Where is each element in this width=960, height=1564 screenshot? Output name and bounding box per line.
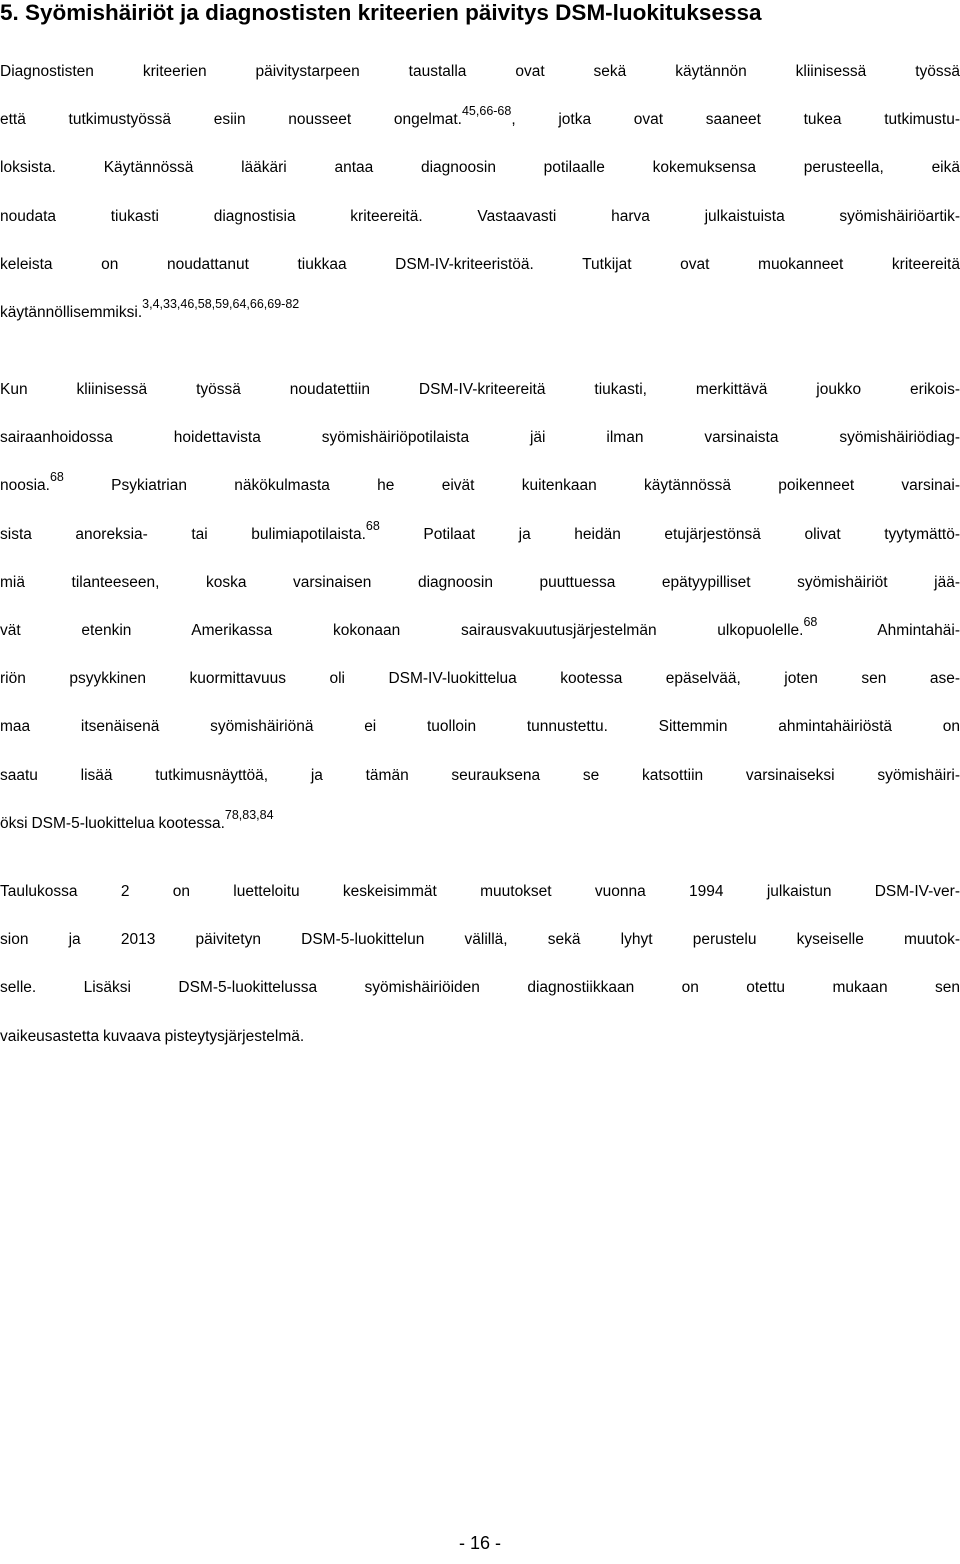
citation-superscript: 68	[49, 470, 64, 485]
citation-superscript: 68	[803, 614, 818, 629]
paragraph-line	[0, 800, 960, 848]
citation-superscript: 68	[365, 518, 380, 533]
paragraph-line: Diagnostisten kriteerien päivitystarpeen taustalla ovat sekä käytännön kliinisessä työssä	[0, 63, 960, 80]
paragraph-line: keleista on noudattanut tiukkaa DSM-IV-kriteeristöä. Tutkijat ovat muokanneet kriteereitä	[0, 255, 960, 273]
paragraph-line: vaikeusastetta kuvaava pisteytysjärjestelmä.	[0, 1027, 305, 1045]
text-run: , jotka ovat saaneet tukea tutkimustu-	[511, 111, 960, 129]
paragraph-line: noudata tiukasti diagnostisia kriteereitä. Vastaavasti harva julkaistuista syömishäiriöartik-	[0, 207, 960, 225]
paragraph-line	[0, 96, 960, 144]
text-run: vät etenkin Amerikassa kokonaan sairausvakuutusjärjestelmän ulkopuolelle.	[0, 621, 804, 639]
paragraph-line: loksista. Käytännössä lääkäri antaa diagnoosin potilaalle kokemuksensa perusteella, eikä	[0, 159, 960, 177]
text-run: noosia.	[0, 477, 50, 495]
text-run: Potilaat ja heidän etujärjestönsä olivat tyytymättö-	[379, 525, 960, 543]
paragraph-line: sion ja 2013 päivitetyn DSM-5-luokittelun välillä, sekä lyhyt perustelu kyseiselle muutok-	[0, 931, 960, 949]
paragraph-line: Taulukossa 2 on luetteloitu keskeisimmät muutokset vuonna 1994 julkaistun DSM-IV-ver-	[0, 883, 960, 900]
paragraph-3	[0, 868, 960, 1061]
paragraph-line: riön psyykkinen kuormittavuus oli DSM-IV-luokittelua kootessa epäselvää, joten sen ase-	[0, 670, 960, 688]
section-heading: 5. Syömishäiriöt ja diagnostisten kriteerien päivitys DSM-luokituksessa	[0, 0, 762, 25]
paragraph-line: selle. Lisäksi DSM-5-luokittelussa syömishäiriöiden diagnostiikkaan on otettu mukaan sen	[0, 979, 960, 997]
paragraph-line	[0, 511, 960, 559]
text-run: käytännöllisemmiksi.	[0, 303, 143, 321]
text-run: öksi DSM-5-luokittelua kootessa.	[0, 814, 225, 832]
text-run: että tutkimustyössä esiin nousseet ongelmat.	[0, 111, 462, 129]
paragraph-line: maa itsenäisenä syömishäiriönä ei tuolloin tunnustettu. Sittemmin ahmintahäiriöstä on	[0, 718, 960, 736]
paragraph-line	[0, 289, 960, 337]
citation-superscript: 45,66-68	[461, 104, 512, 119]
text-run: Psykiatrian näkökulmasta he eivät kuitenkaan käytännössä poikenneet varsinai-	[63, 477, 960, 495]
citation-superscript: 78,83,84	[224, 807, 274, 822]
paragraph-line: sairaanhoidossa hoidettavista syömishäiriöpotilaista jäi ilman varsinaista syömishäiriödiag-	[0, 429, 960, 447]
paragraph-1	[0, 48, 960, 337]
paragraph-line	[0, 462, 960, 510]
paragraph-2	[0, 366, 960, 848]
page-number: - 16 -	[458, 1533, 501, 1553]
paragraph-line: saatu lisää tutkimusnäyttöä, ja tämän seurauksena se katsottiin varsinaiseksi syömishäiri-	[0, 766, 960, 784]
paragraph-line: Kun kliinisessä työssä noudatettiin DSM-IV-kriteereitä tiukasti, merkittävä joukko erikois-	[0, 381, 960, 398]
citation-superscript: 3,4,33,46,58,59,64,66,69-82	[142, 296, 300, 311]
text-run: sista anoreksia- tai bulimiapotilaista.	[0, 525, 366, 543]
paragraph-line	[0, 607, 960, 655]
text-run: Ahmintahäi-	[817, 621, 960, 639]
paragraph-line: miä tilanteeseen, koska varsinaisen diagnoosin puuttuessa epätyypilliset syömishäiriöt jää-	[0, 573, 960, 591]
